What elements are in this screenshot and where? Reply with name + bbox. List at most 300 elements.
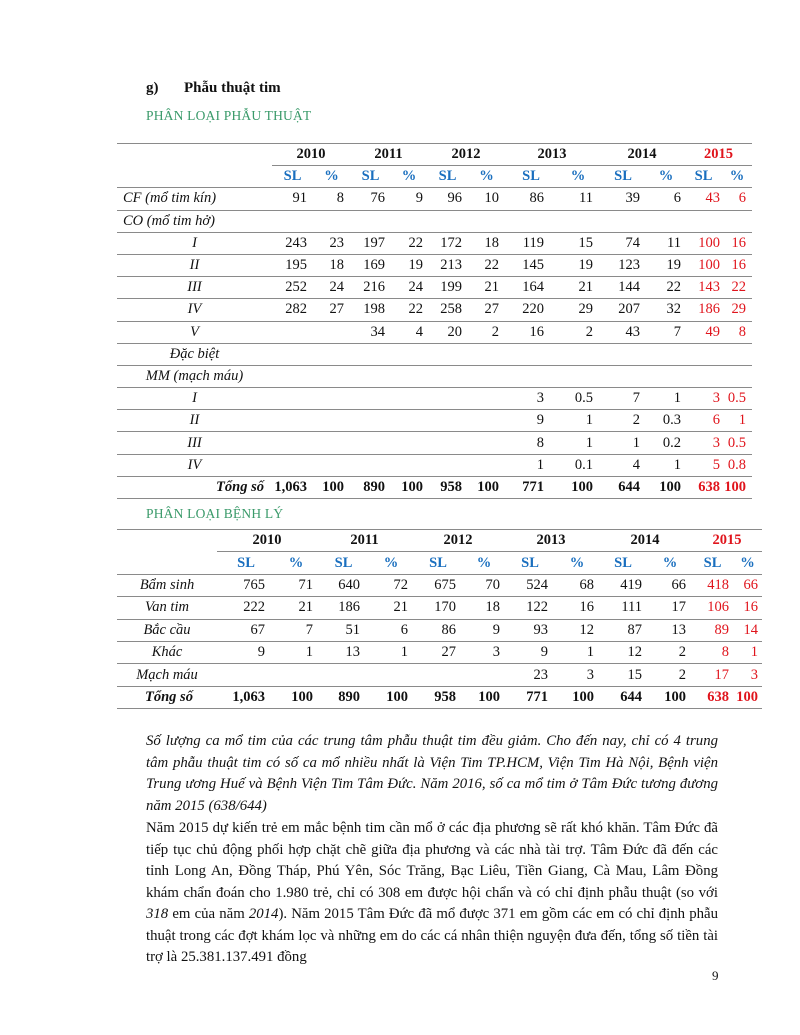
cell-count: 20 bbox=[427, 321, 468, 343]
cell-count: 207 bbox=[599, 299, 647, 321]
total-percent: 100 bbox=[391, 476, 427, 498]
table-row bbox=[117, 388, 752, 410]
year-header-2011: 2011 bbox=[317, 530, 412, 552]
surgery-classification-table bbox=[117, 143, 752, 499]
table-row bbox=[117, 277, 752, 299]
page-number: 9 bbox=[712, 968, 719, 983]
cell-count bbox=[412, 664, 464, 686]
cell-percent bbox=[468, 410, 505, 432]
cell-count: 1 bbox=[599, 432, 647, 454]
cell-percent: 3 bbox=[733, 664, 762, 686]
cell-percent: 18 bbox=[468, 232, 505, 254]
total-percent: 100 bbox=[464, 686, 504, 708]
year-header-2013: 2013 bbox=[504, 530, 598, 552]
cell-count: 524 bbox=[504, 574, 556, 596]
cell-count: 16 bbox=[505, 321, 557, 343]
cell-percent: 0.5 bbox=[557, 388, 599, 410]
cell-percent: 12 bbox=[556, 619, 598, 641]
subheader-row bbox=[117, 552, 762, 574]
cell-percent: 22 bbox=[647, 277, 685, 299]
cell-percent bbox=[370, 664, 412, 686]
cell-percent: 17 bbox=[648, 597, 692, 619]
cell-count: 198 bbox=[350, 299, 391, 321]
table-row bbox=[117, 410, 752, 432]
cell-percent: 1 bbox=[557, 410, 599, 432]
table-row bbox=[117, 188, 752, 210]
cell-count: 164 bbox=[505, 277, 557, 299]
cell-count: 199 bbox=[427, 277, 468, 299]
cell-percent bbox=[722, 365, 752, 387]
cell-percent bbox=[557, 210, 599, 232]
cell-percent bbox=[722, 210, 752, 232]
cell-percent bbox=[391, 210, 427, 232]
cell-percent: 0.5 bbox=[722, 432, 752, 454]
cell-count bbox=[272, 321, 313, 343]
total-percent: 100 bbox=[556, 686, 598, 708]
section-number: g) bbox=[146, 80, 159, 96]
cell-percent bbox=[647, 365, 685, 387]
cell-count bbox=[317, 664, 370, 686]
cell-percent: 11 bbox=[557, 188, 599, 210]
cell-percent: 9 bbox=[391, 188, 427, 210]
cell-count: 9 bbox=[505, 410, 557, 432]
cell-count bbox=[505, 365, 557, 387]
cell-count: 9 bbox=[504, 641, 556, 663]
cell-percent: 6 bbox=[722, 188, 752, 210]
cell-percent: 0.2 bbox=[647, 432, 685, 454]
row-label: Bẩm sinh bbox=[117, 574, 217, 596]
subheader-percent: % bbox=[275, 552, 317, 574]
cell-count: 13 bbox=[317, 641, 370, 663]
year-header-2012: 2012 bbox=[412, 530, 504, 552]
total-label: Tổng số bbox=[117, 476, 272, 498]
subheader-percent: % bbox=[468, 166, 505, 188]
cell-count: 9 bbox=[217, 641, 275, 663]
cell-percent: 1 bbox=[275, 641, 317, 663]
total-count: 890 bbox=[350, 476, 391, 498]
cell-count bbox=[599, 343, 647, 365]
cell-count: 258 bbox=[427, 299, 468, 321]
cell-percent: 21 bbox=[275, 597, 317, 619]
cell-percent: 19 bbox=[647, 254, 685, 276]
year-header-2015: 2015 bbox=[685, 144, 752, 166]
cell-count: 86 bbox=[412, 619, 464, 641]
cell-count: 170 bbox=[412, 597, 464, 619]
cell-percent: 29 bbox=[722, 299, 752, 321]
subheader-sl: SL bbox=[412, 552, 464, 574]
subheader-percent: % bbox=[391, 166, 427, 188]
paragraph-surgery-summary: Số lượng ca mổ tim của các trung tâm phẫu thuật tim đều giảm. Cho đến nay, chỉ có 4 trung tâm phẫu thuật tim có số ca mổ nhiều nhất là Viện Tim TP.HCM, Viện Tim Hà Nội, Bệnh viện Trung ương Huế và Bệnh Viện Tim Tâm Đức. Năm 2016, số ca mổ tim ở Tâm Đức tương đương năm 2015 (638/644) bbox=[146, 733, 718, 814]
cell-percent: 18 bbox=[464, 597, 504, 619]
year-header-2010: 2010 bbox=[217, 530, 317, 552]
cell-count: 243 bbox=[272, 232, 313, 254]
cell-percent: 21 bbox=[370, 597, 412, 619]
cell-percent: 70 bbox=[464, 574, 504, 596]
cell-count bbox=[427, 454, 468, 476]
row-label: Bắc cầu bbox=[117, 619, 217, 641]
cell-count: 123 bbox=[599, 254, 647, 276]
cell-percent bbox=[468, 432, 505, 454]
subheader-percent: % bbox=[556, 552, 598, 574]
cell-count: 419 bbox=[598, 574, 648, 596]
subheader-percent: % bbox=[557, 166, 599, 188]
cell-percent: 6 bbox=[370, 619, 412, 641]
row-label: V bbox=[117, 321, 272, 343]
cell-percent: 22 bbox=[391, 299, 427, 321]
table1-caption: PHÂN LOẠI PHẪU THUẬT bbox=[146, 108, 312, 123]
cell-count bbox=[505, 210, 557, 232]
total-percent: 100 bbox=[733, 686, 762, 708]
cell-count bbox=[427, 432, 468, 454]
year-header-row bbox=[117, 144, 752, 166]
cell-percent: 7 bbox=[647, 321, 685, 343]
cell-percent: 19 bbox=[391, 254, 427, 276]
total-count: 771 bbox=[504, 686, 556, 708]
section-heading bbox=[146, 80, 281, 97]
cell-count: 111 bbox=[598, 597, 648, 619]
cell-count: 195 bbox=[272, 254, 313, 276]
cell-percent bbox=[391, 365, 427, 387]
cell-count: 89 bbox=[692, 619, 733, 641]
cell-count bbox=[599, 365, 647, 387]
cell-percent: 1 bbox=[733, 641, 762, 663]
total-percent: 100 bbox=[647, 476, 685, 498]
total-percent: 100 bbox=[557, 476, 599, 498]
cell-count: 144 bbox=[599, 277, 647, 299]
cell-count: 3 bbox=[685, 432, 722, 454]
total-percent: 100 bbox=[468, 476, 505, 498]
cell-percent: 0.5 bbox=[722, 388, 752, 410]
cell-count: 43 bbox=[685, 188, 722, 210]
subheader-sl: SL bbox=[598, 552, 648, 574]
disease-classification-table bbox=[117, 529, 762, 709]
cell-count bbox=[599, 210, 647, 232]
subheader-row bbox=[117, 166, 752, 188]
row-label: CF (mổ tim kín) bbox=[117, 188, 272, 210]
subheader-sl: SL bbox=[272, 166, 313, 188]
cell-count: 186 bbox=[317, 597, 370, 619]
row-label: III bbox=[117, 432, 272, 454]
cell-percent: 1 bbox=[722, 410, 752, 432]
cell-count: 12 bbox=[598, 641, 648, 663]
cell-percent: 23 bbox=[313, 232, 350, 254]
cell-percent: 11 bbox=[647, 232, 685, 254]
cell-percent: 4 bbox=[391, 321, 427, 343]
cell-count: 8 bbox=[505, 432, 557, 454]
year-header-2014: 2014 bbox=[599, 144, 685, 166]
cell-count: 5 bbox=[685, 454, 722, 476]
total-percent: 100 bbox=[370, 686, 412, 708]
row-label: III bbox=[117, 277, 272, 299]
cell-count bbox=[685, 210, 722, 232]
cell-percent bbox=[313, 454, 350, 476]
cell-count bbox=[272, 210, 313, 232]
table-row bbox=[117, 664, 762, 686]
cell-count: 3 bbox=[685, 388, 722, 410]
row-label: Khác bbox=[117, 641, 217, 663]
cell-count bbox=[350, 210, 391, 232]
cell-percent bbox=[647, 343, 685, 365]
subheader-blank-cell bbox=[117, 552, 217, 574]
cell-percent: 66 bbox=[733, 574, 762, 596]
total-percent: 100 bbox=[275, 686, 317, 708]
cell-count: 282 bbox=[272, 299, 313, 321]
cell-percent: 14 bbox=[733, 619, 762, 641]
total-label: Tổng số bbox=[117, 686, 217, 708]
cell-count: 43 bbox=[599, 321, 647, 343]
subheader-percent: % bbox=[648, 552, 692, 574]
cell-percent: 22 bbox=[722, 277, 752, 299]
subheader-percent: % bbox=[647, 166, 685, 188]
total-row bbox=[117, 686, 762, 708]
cell-percent: 2 bbox=[648, 664, 692, 686]
cell-percent bbox=[468, 210, 505, 232]
subheader-sl: SL bbox=[599, 166, 647, 188]
paragraph-2015-outreach bbox=[146, 818, 718, 969]
cell-count: 1 bbox=[505, 454, 557, 476]
cell-count: 252 bbox=[272, 277, 313, 299]
cell-count: 39 bbox=[599, 188, 647, 210]
cell-percent bbox=[313, 410, 350, 432]
row-label: I bbox=[117, 388, 272, 410]
cell-percent bbox=[313, 321, 350, 343]
cell-count: 91 bbox=[272, 188, 313, 210]
subheader-sl: SL bbox=[217, 552, 275, 574]
subheader-sl: SL bbox=[692, 552, 733, 574]
cell-count: 122 bbox=[504, 597, 556, 619]
cell-count: 2 bbox=[599, 410, 647, 432]
cell-count bbox=[350, 410, 391, 432]
cell-percent: 24 bbox=[313, 277, 350, 299]
cell-count bbox=[427, 343, 468, 365]
row-label: Đặc biệt bbox=[117, 343, 272, 365]
cell-count bbox=[272, 410, 313, 432]
cell-percent: 27 bbox=[313, 299, 350, 321]
cell-count: 6 bbox=[685, 410, 722, 432]
row-label: IV bbox=[117, 454, 272, 476]
cell-percent: 16 bbox=[722, 232, 752, 254]
cell-count: 15 bbox=[598, 664, 648, 686]
header-blank-cell bbox=[117, 144, 272, 166]
cell-percent: 10 bbox=[468, 188, 505, 210]
row-label: Van tim bbox=[117, 597, 217, 619]
row-label: Mạch máu bbox=[117, 664, 217, 686]
row-label: MM (mạch máu) bbox=[117, 365, 272, 387]
subheader-sl: SL bbox=[317, 552, 370, 574]
paragraph-number-318: 318 bbox=[146, 906, 169, 922]
total-count: 771 bbox=[505, 476, 557, 498]
cell-count: 418 bbox=[692, 574, 733, 596]
cell-percent bbox=[391, 432, 427, 454]
cell-percent: 27 bbox=[468, 299, 505, 321]
cell-count bbox=[350, 432, 391, 454]
cell-count: 3 bbox=[505, 388, 557, 410]
total-percent: 100 bbox=[722, 476, 752, 498]
table-row bbox=[117, 619, 762, 641]
total-count: 1,063 bbox=[272, 476, 313, 498]
cell-percent bbox=[468, 454, 505, 476]
paragraph-text: ). Năm 2015 Tâm Đức đã mổ được 371 em gồm các em có chỉ định phẫu thuật trong các đợt khám lọc và những em do các cá nhân thiện nguyện đưa đến, tổng số tiền tài trợ là 25.381.137.491 đồng bbox=[146, 906, 718, 965]
cell-count: 222 bbox=[217, 597, 275, 619]
table-row bbox=[117, 321, 752, 343]
cell-count: 119 bbox=[505, 232, 557, 254]
cell-count bbox=[217, 664, 275, 686]
cell-percent: 0.8 bbox=[722, 454, 752, 476]
year-header-2011: 2011 bbox=[350, 144, 427, 166]
cell-percent: 68 bbox=[556, 574, 598, 596]
cell-percent: 1 bbox=[370, 641, 412, 663]
cell-percent: 32 bbox=[647, 299, 685, 321]
header-blank-cell bbox=[117, 530, 217, 552]
table-row bbox=[117, 641, 762, 663]
cell-percent bbox=[557, 343, 599, 365]
table-row bbox=[117, 365, 752, 387]
cell-percent: 2 bbox=[557, 321, 599, 343]
cell-percent bbox=[468, 343, 505, 365]
cell-count bbox=[427, 210, 468, 232]
cell-percent: 8 bbox=[313, 188, 350, 210]
cell-count bbox=[350, 454, 391, 476]
cell-percent: 8 bbox=[722, 321, 752, 343]
cell-percent: 2 bbox=[468, 321, 505, 343]
cell-percent: 19 bbox=[557, 254, 599, 276]
subheader-sl: SL bbox=[685, 166, 722, 188]
year-header-row bbox=[117, 530, 762, 552]
cell-count: 51 bbox=[317, 619, 370, 641]
cell-percent: 29 bbox=[557, 299, 599, 321]
cell-count: 640 bbox=[317, 574, 370, 596]
cell-count bbox=[427, 388, 468, 410]
cell-count bbox=[272, 388, 313, 410]
table-row bbox=[117, 210, 752, 232]
cell-percent bbox=[313, 388, 350, 410]
cell-count: 169 bbox=[350, 254, 391, 276]
cell-count bbox=[272, 365, 313, 387]
cell-count bbox=[350, 343, 391, 365]
table-row bbox=[117, 574, 762, 596]
total-count: 638 bbox=[685, 476, 722, 498]
cell-count: 93 bbox=[504, 619, 556, 641]
total-percent: 100 bbox=[648, 686, 692, 708]
cell-percent bbox=[647, 210, 685, 232]
year-header-2013: 2013 bbox=[505, 144, 599, 166]
cell-count bbox=[427, 410, 468, 432]
cell-percent bbox=[313, 343, 350, 365]
cell-count: 100 bbox=[685, 254, 722, 276]
year-header-2010: 2010 bbox=[272, 144, 350, 166]
subheader-sl: SL bbox=[350, 166, 391, 188]
cell-percent: 1 bbox=[647, 388, 685, 410]
cell-count: 8 bbox=[692, 641, 733, 663]
table-row bbox=[117, 343, 752, 365]
paragraph-text: em của năm bbox=[168, 906, 249, 922]
cell-count: 87 bbox=[598, 619, 648, 641]
subheader-percent: % bbox=[464, 552, 504, 574]
cell-count: 76 bbox=[350, 188, 391, 210]
paragraph-year-2014: 2014 bbox=[248, 906, 279, 922]
cell-percent bbox=[391, 410, 427, 432]
cell-percent bbox=[722, 343, 752, 365]
total-count: 958 bbox=[427, 476, 468, 498]
cell-count: 765 bbox=[217, 574, 275, 596]
cell-count: 17 bbox=[692, 664, 733, 686]
cell-count: 145 bbox=[505, 254, 557, 276]
subheader-percent: % bbox=[722, 166, 752, 188]
cell-percent: 21 bbox=[557, 277, 599, 299]
cell-count bbox=[685, 365, 722, 387]
cell-count bbox=[350, 388, 391, 410]
cell-percent: 24 bbox=[391, 277, 427, 299]
cell-count: 197 bbox=[350, 232, 391, 254]
cell-count: 675 bbox=[412, 574, 464, 596]
cell-count bbox=[272, 454, 313, 476]
cell-count: 143 bbox=[685, 277, 722, 299]
table-row bbox=[117, 254, 752, 276]
section-title: Phẫu thuật tim bbox=[184, 80, 281, 96]
cell-percent: 66 bbox=[648, 574, 692, 596]
total-count: 890 bbox=[317, 686, 370, 708]
cell-count: 100 bbox=[685, 232, 722, 254]
cell-count bbox=[272, 343, 313, 365]
cell-count: 186 bbox=[685, 299, 722, 321]
cell-count: 213 bbox=[427, 254, 468, 276]
cell-percent: 1 bbox=[556, 641, 598, 663]
subheader-percent: % bbox=[733, 552, 762, 574]
subheader-blank-cell bbox=[117, 166, 272, 188]
cell-count bbox=[350, 365, 391, 387]
cell-percent: 3 bbox=[556, 664, 598, 686]
cell-percent: 16 bbox=[733, 597, 762, 619]
cell-percent bbox=[391, 343, 427, 365]
row-label: II bbox=[117, 410, 272, 432]
cell-percent: 15 bbox=[557, 232, 599, 254]
year-header-2012: 2012 bbox=[427, 144, 505, 166]
cell-count: 67 bbox=[217, 619, 275, 641]
cell-percent bbox=[468, 365, 505, 387]
total-row bbox=[117, 476, 752, 498]
cell-percent: 13 bbox=[648, 619, 692, 641]
table-row bbox=[117, 299, 752, 321]
cell-percent bbox=[391, 454, 427, 476]
total-count: 644 bbox=[598, 686, 648, 708]
cell-count: 106 bbox=[692, 597, 733, 619]
table-row bbox=[117, 232, 752, 254]
cell-percent: 72 bbox=[370, 574, 412, 596]
cell-percent: 21 bbox=[468, 277, 505, 299]
subheader-sl: SL bbox=[504, 552, 556, 574]
cell-count: 49 bbox=[685, 321, 722, 343]
cell-count: 96 bbox=[427, 188, 468, 210]
cell-percent bbox=[313, 210, 350, 232]
cell-percent: 22 bbox=[391, 232, 427, 254]
table2-caption: PHÂN LOẠI BỆNH LÝ bbox=[146, 506, 284, 521]
subheader-sl: SL bbox=[505, 166, 557, 188]
cell-percent bbox=[468, 388, 505, 410]
cell-count: 27 bbox=[412, 641, 464, 663]
total-count: 644 bbox=[599, 476, 647, 498]
cell-count: 172 bbox=[427, 232, 468, 254]
cell-percent: 9 bbox=[464, 619, 504, 641]
cell-count bbox=[427, 365, 468, 387]
cell-count bbox=[685, 343, 722, 365]
cell-count: 34 bbox=[350, 321, 391, 343]
cell-percent bbox=[557, 365, 599, 387]
cell-count: 220 bbox=[505, 299, 557, 321]
cell-count: 74 bbox=[599, 232, 647, 254]
subheader-percent: % bbox=[370, 552, 412, 574]
cell-count: 216 bbox=[350, 277, 391, 299]
cell-percent: 18 bbox=[313, 254, 350, 276]
